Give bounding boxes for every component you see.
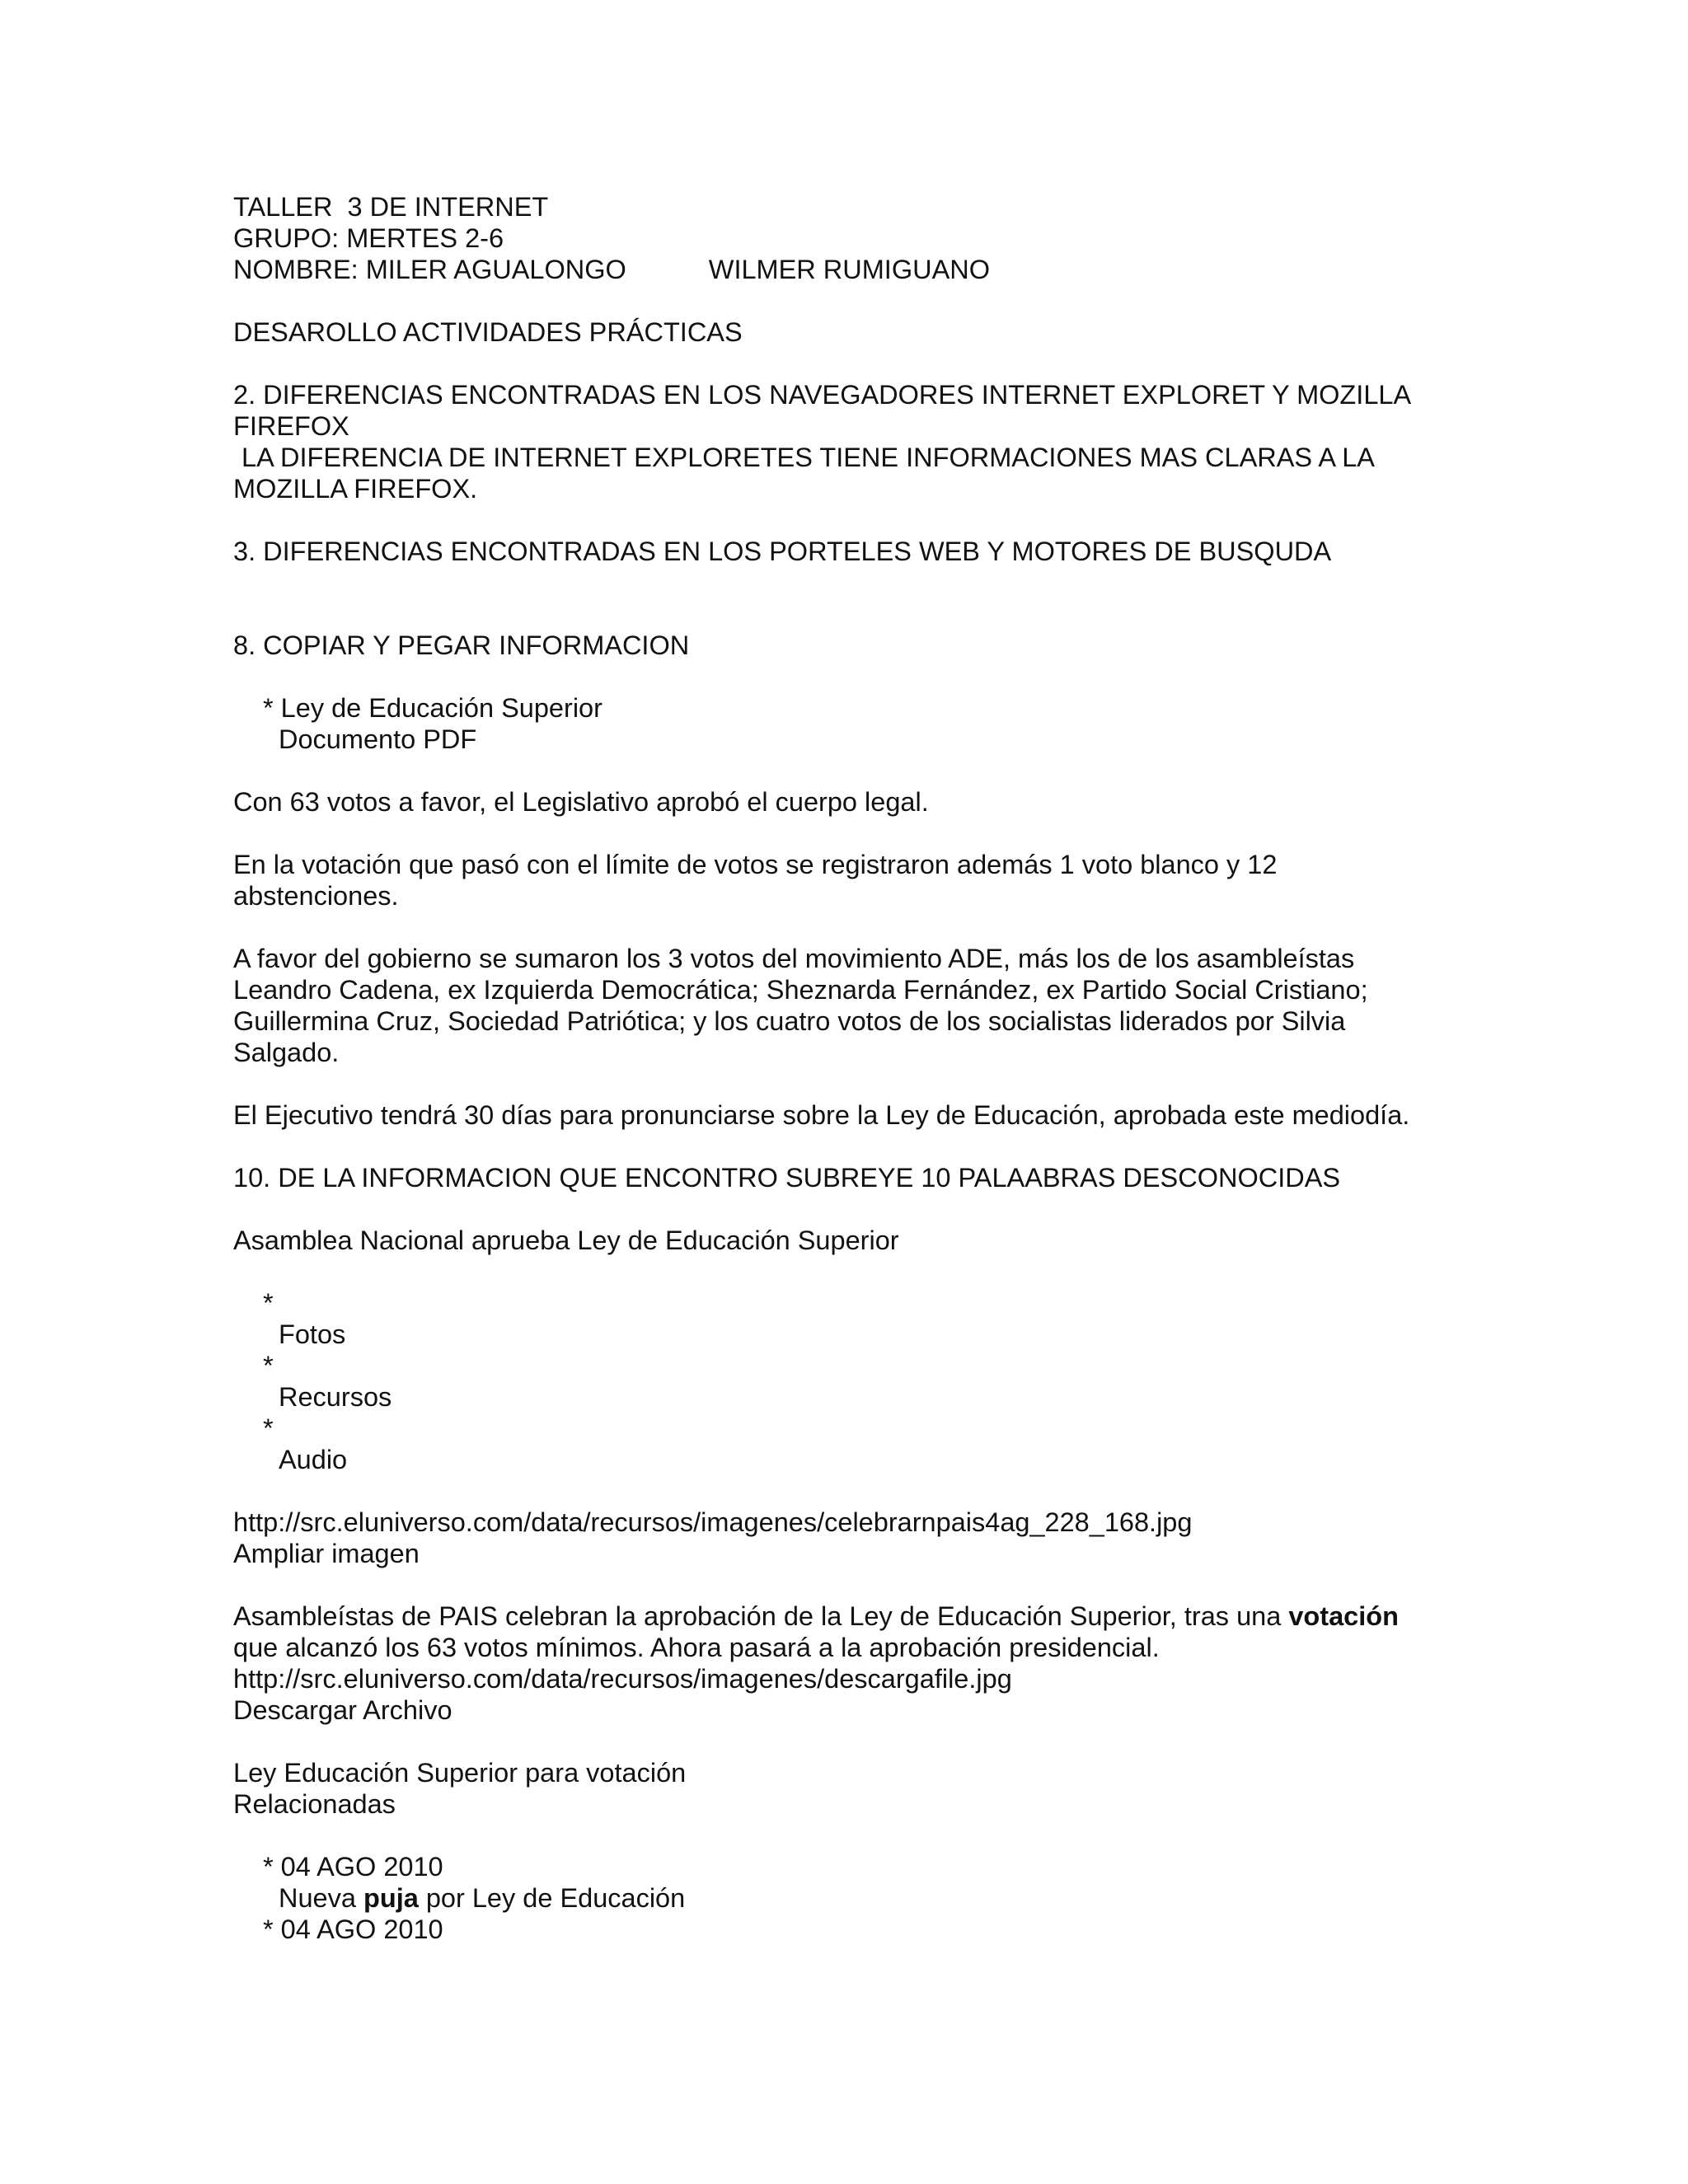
- q2-answer-line1: LA DIFERENCIA DE INTERNET EXPLORETES TIENE INFORMACIONES MAS CLARAS A LA: [241, 443, 1375, 472]
- spacer: [233, 1193, 1503, 1225]
- media-item-recursos: Recursos: [279, 1382, 392, 1412]
- caption-line1: [233, 1601, 1503, 1632]
- caption-bold-word: votación: [1288, 1601, 1399, 1631]
- document-title: TALLER 3 DE INTERNET: [233, 192, 549, 222]
- related-date-2: * 04 AGO 2010: [263, 1915, 443, 1944]
- relacionadas-heading: Relacionadas: [233, 1789, 396, 1819]
- q2-heading-line2: FIREFOX: [233, 411, 349, 441]
- q2-heading-line1: 2. DIFERENCIAS ENCONTRADAS EN LOS NAVEGADORES INTERNET EXPLORET Y MOZILLA: [233, 380, 1412, 410]
- spacer: [233, 504, 1503, 536]
- second-name: WILMER RUMIGUANO: [708, 255, 991, 284]
- related-title-1: [233, 1882, 1503, 1914]
- ley-votacion: Ley Educación Superior para votación: [233, 1758, 687, 1788]
- q8-paragraph-1: Con 63 votos a favor, el Legislativo aprobó el cuerpo legal.: [233, 787, 929, 817]
- caption-line2: que alcanzó los 63 votos mínimos. Ahora pasará a la aprobación presidencial.: [233, 1633, 1160, 1662]
- image-url-2: http://src.eluniverso.com/data/recursos/imagenes/descargafile.jpg: [233, 1664, 1012, 1694]
- spacer: [233, 567, 1503, 630]
- q8-bullet-sub: Documento PDF: [279, 724, 477, 754]
- spacer: [233, 1475, 1503, 1507]
- media-item-audio: Audio: [279, 1445, 348, 1474]
- spacer: [233, 1726, 1503, 1757]
- related-date-1: * 04 AGO 2010: [263, 1852, 443, 1882]
- q8-paragraph-3-line4: Salgado.: [233, 1038, 340, 1067]
- group-line: GRUPO: MERTES 2-6: [233, 223, 504, 253]
- related-title-pre: Nueva: [279, 1883, 363, 1913]
- descargar-archivo: Descargar Archivo: [233, 1695, 452, 1725]
- ampliar-imagen: Ampliar imagen: [233, 1539, 420, 1568]
- q8-paragraph-2-line1: En la votación que pasó con el límite de votos se registraron además 1 voto blanco y 12: [233, 850, 1278, 879]
- q8-paragraph-3-line2: Leandro Cadena, ex Izquierda Democrática; Sheznarda Fernández, ex Partido Social Cristiano;: [233, 975, 1368, 1005]
- q8-paragraph-3-line1: A favor del gobierno se sumaron los 3 votos del movimiento ADE, más los de los asambleístas: [233, 944, 1355, 973]
- q8-paragraph-3-line3: Guillermina Cruz, Sociedad Patriótica; y los cuatro votos de los socialistas liderados por Silvia: [233, 1006, 1346, 1036]
- media-bullet-star: *: [263, 1413, 274, 1443]
- spacer: [233, 818, 1503, 849]
- names-line: [233, 254, 1503, 285]
- spacer: [233, 912, 1503, 943]
- q3-heading: 3. DIFERENCIAS ENCONTRADAS EN LOS PORTELES WEB Y MOTORES DE BUSQUDA: [233, 537, 1332, 566]
- q8-paragraph-4: El Ejecutivo tendrá 30 días para pronunciarse sobre la Ley de Educación, aprobada este mediodía.: [233, 1100, 1410, 1130]
- document-body: [233, 191, 1503, 1945]
- related-title-bold: puja: [363, 1883, 419, 1913]
- q10-heading: 10. DE LA INFORMACION QUE ENCONTRO SUBREYE 10 PALAABRAS DESCONOCIDAS: [233, 1163, 1341, 1193]
- q8-heading: 8. COPIAR Y PEGAR INFORMACION: [233, 630, 690, 660]
- article-title: Asamblea Nacional aprueba Ley de Educación Superior: [233, 1226, 899, 1255]
- spacer: [233, 1569, 1503, 1601]
- spacer: [233, 285, 1503, 316]
- caption-text: Asambleístas de PAIS celebran la aprobación de la Ley de Educación Superior, tras una: [233, 1601, 1289, 1631]
- q8-paragraph-2-line2: abstenciones.: [233, 881, 399, 911]
- section-heading-practicas: DESAROLLO ACTIVIDADES PRÁCTICAS: [233, 317, 743, 347]
- spacer: [233, 755, 1503, 786]
- spacer: [233, 661, 1503, 692]
- spacer: [233, 1820, 1503, 1851]
- spacer: [233, 1068, 1503, 1099]
- spacer: [233, 348, 1503, 379]
- media-item-fotos: Fotos: [279, 1319, 346, 1349]
- image-url-1: http://src.eluniverso.com/data/recursos/imagenes/celebrarnpais4ag_228_168.jpg: [233, 1507, 1193, 1537]
- names-prefix: NOMBRE: MILER AGUALONGO: [233, 255, 626, 284]
- related-title-post: por Ley de Educación: [418, 1883, 686, 1913]
- q2-answer-line2: MOZILLA FIREFOX.: [233, 474, 478, 504]
- spacer: [233, 1256, 1503, 1287]
- q8-bullet: * Ley de Educación Superior: [263, 693, 603, 723]
- media-bullet-star: *: [263, 1288, 274, 1318]
- spacer: [233, 1131, 1503, 1162]
- media-bullet-star: *: [263, 1351, 274, 1380]
